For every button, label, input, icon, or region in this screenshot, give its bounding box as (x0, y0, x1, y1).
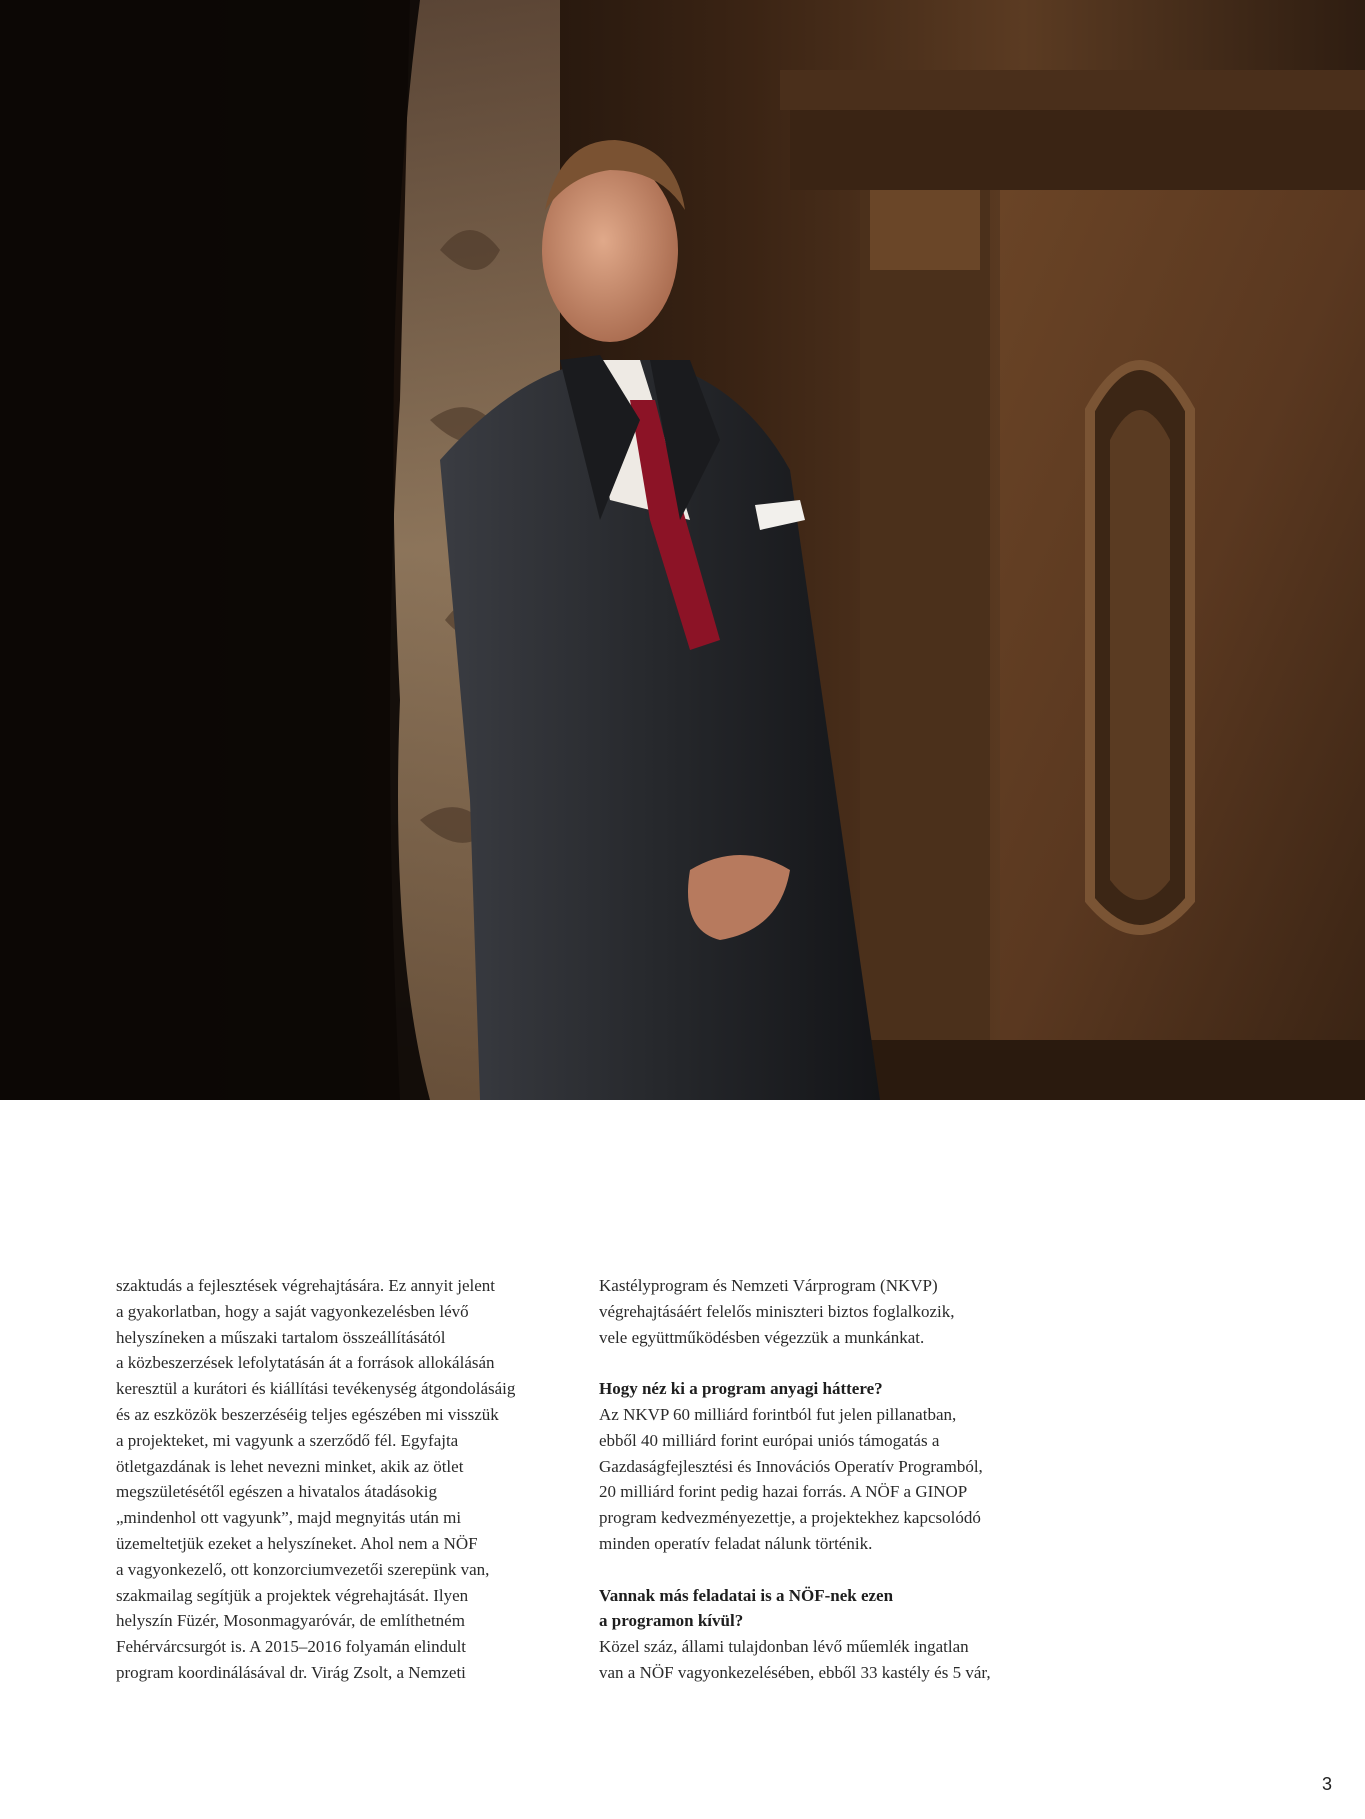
body-text-line: üzemeltetjük ezeket a helyszíneket. Ahol nem a NÖF (116, 1533, 478, 1553)
paragraph-gap (599, 1557, 1069, 1583)
body-text-line: Fehérvárcsurgót is. A 2015–2016 folyamán elindult (116, 1637, 467, 1657)
right-text-column (599, 1273, 1069, 1686)
left-text-column (116, 1273, 586, 1686)
interview-question: Hogy néz ki a program anyagi háttere? (599, 1379, 883, 1399)
page-number: 3 (1322, 1774, 1333, 1794)
body-text-line: és az eszközök beszerzéséig teljes egészében mi visszük (116, 1404, 499, 1424)
body-text-line: minden operatív feladat nálunk történik. (599, 1533, 873, 1553)
body-text-line: van a NÖF vagyonkezelésében, ebből 33 kastély és 5 vár, (599, 1662, 991, 1682)
body-text-line: „mindenhol ott vagyunk”, majd megnyitás után mi (116, 1508, 462, 1528)
body-text-line: a gyakorlatban, hogy a saját vagyonkezelésben lévő (116, 1301, 469, 1321)
body-text-line: 20 milliárd forint pedig hazai forrás. A NÖF a GINOP (599, 1482, 968, 1502)
body-text-line: a közbeszerzések lefolytatásán át a források allokálásán (116, 1353, 495, 1373)
paragraph-gap (599, 1350, 1069, 1376)
body-text-line: végrehajtásáért felelős miniszteri biztos foglalkozik, (599, 1301, 955, 1321)
body-text-line: program kedvezményezettje, a projektekhez kapcsolódó (599, 1508, 981, 1528)
body-text-line: Kastélyprogram és Nemzeti Várprogram (NKVP) (599, 1276, 938, 1295)
body-text-line: Gazdaságfejlesztési és Innovációs Operatív Programból, (599, 1456, 983, 1476)
body-text-line: helyszín Füzér, Mosonmagyaróvár, de említhetném (116, 1611, 465, 1631)
body-text-line: Közel száz, állami tulajdonban lévő műemlék ingatlan (599, 1637, 969, 1657)
interview-question: Vannak más feladatai is a NÖF-nek ezen (599, 1585, 894, 1605)
body-text-line: megszületésétől egészen a hivatalos átadásokig (116, 1482, 437, 1502)
body-text-line: ebből 40 milliárd forint európai uniós támogatás a (599, 1430, 940, 1450)
body-text-line: a vagyonkezelő, ott konzorciumvezetői szerepünk van, (116, 1559, 490, 1579)
body-text-line: vele együttműködésben végezzük a munkánkat. (599, 1327, 925, 1347)
body-text-line: keresztül a kurátori és kiállítási tevékenység átgondolásáig (116, 1379, 516, 1399)
body-text-line: helyszíneken a műszaki tartalom összeállításától (116, 1327, 446, 1347)
interview-question: a programon kívül? (599, 1611, 744, 1631)
body-text-line: program koordinálásával dr. Virág Zsolt, a Nemzeti (116, 1662, 466, 1682)
body-text-line: szaktudás a fejlesztések végrehajtására. Ez annyit jelent (116, 1276, 496, 1295)
body-text-line: szakmailag segítjük a projektek végrehajtását. Ilyen (116, 1585, 469, 1605)
body-text-line: a projekteket, mi vagyunk a szerződő fél. Egyfajta (116, 1430, 459, 1450)
body-text-line: Az NKVP 60 milliárd forintból fut jelen pillanatban, (599, 1404, 957, 1424)
body-text-line: ötletgazdának is lehet nevezni minket, akik az ötlet (116, 1456, 464, 1476)
